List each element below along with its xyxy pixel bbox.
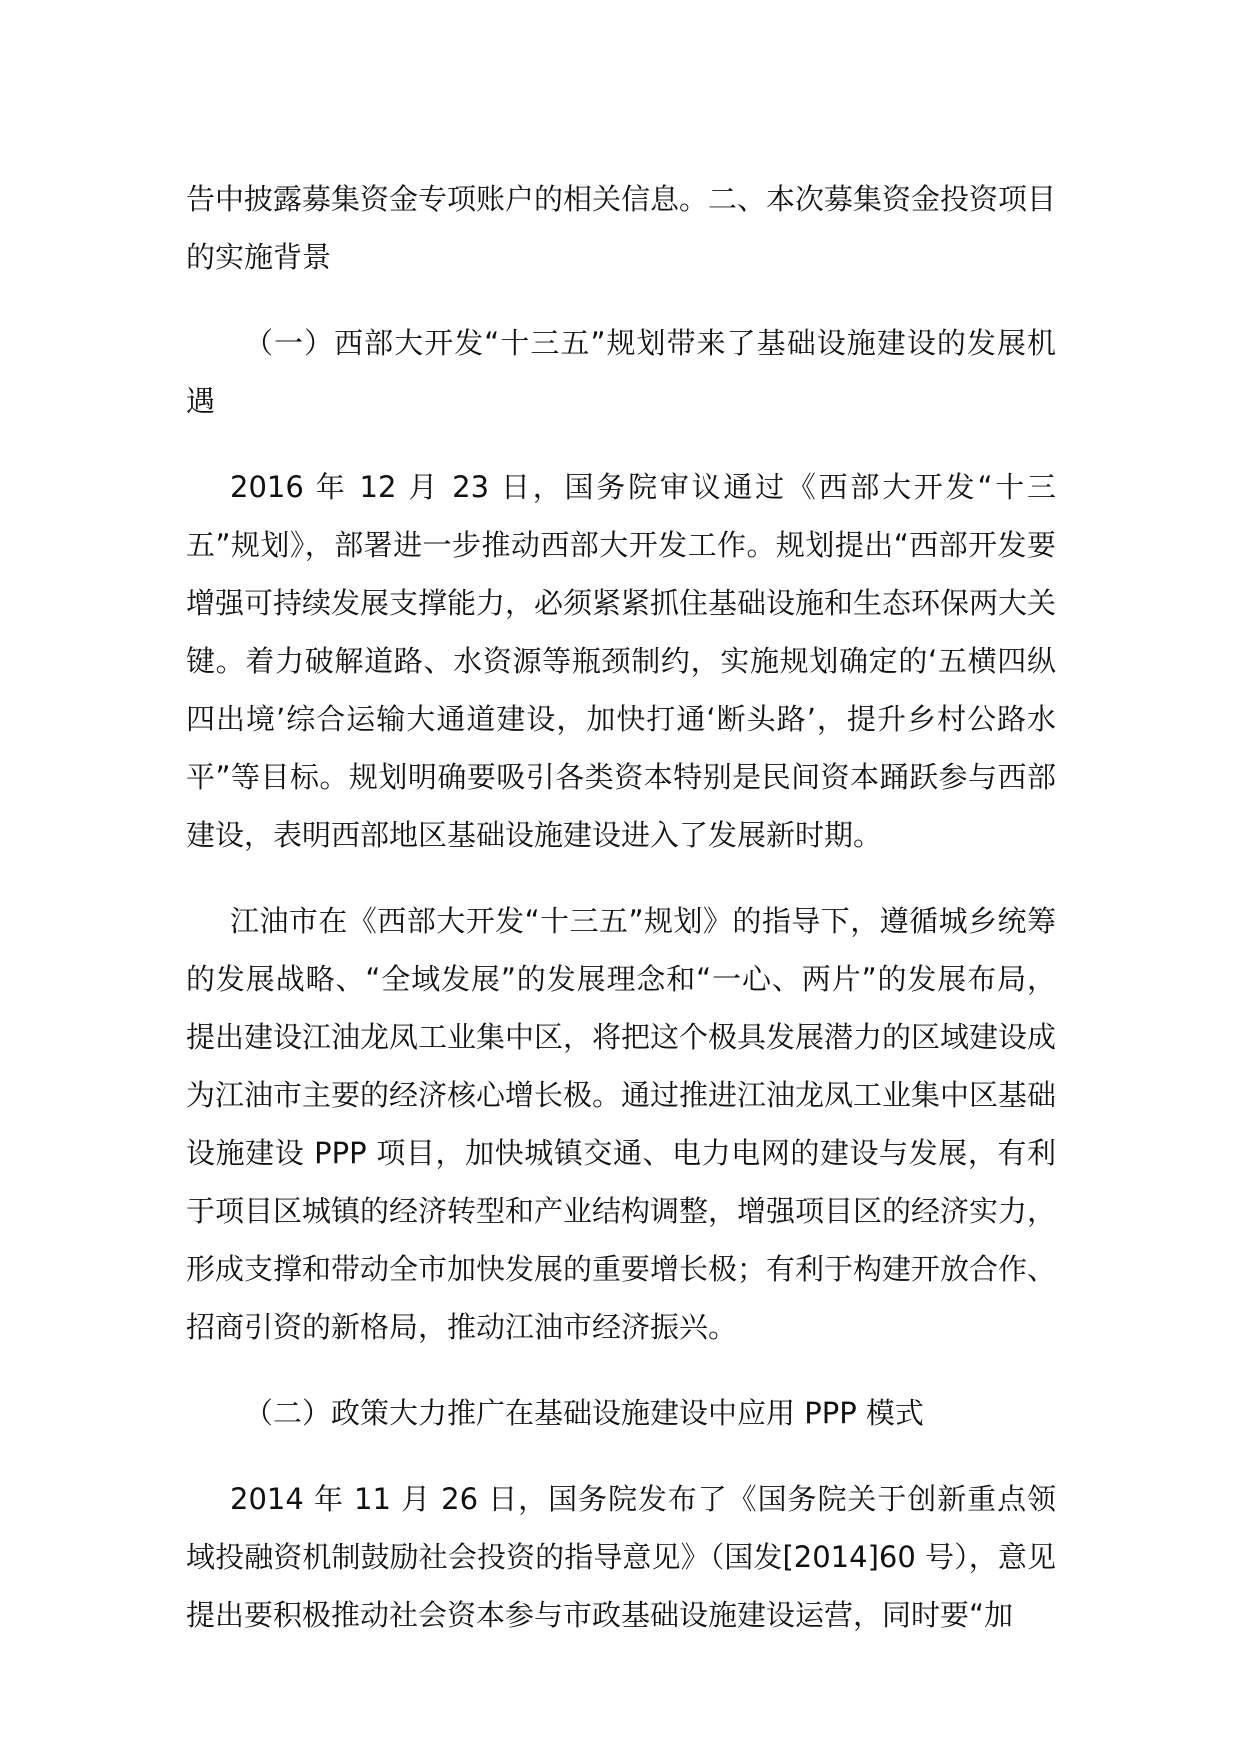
document-body <box>186 170 1056 1644</box>
paragraph-continuation: 告中披露募集资金专项账户的相关信息。二、本次募集资金投资项目的实施背景 <box>186 182 1057 274</box>
paragraph-state-council: 2014 年 11 月 26 日，国务院发布了《国务院关于创新重点领域投融资机制鼓励社会投资的指导意见》（国发[2014]60 号），意见提出要积极推动社会资本参与市政基础设施建设运营，同时要“加 <box>186 1482 1056 1632</box>
section-heading-2: （二）政策大力推广在基础设施建设中应用 PPP 模式 <box>244 1396 924 1430</box>
paragraph-jiangyou: 江油市在《西部大开发“十三五”规划》的指导下，遵循城乡统筹的发展战略、“全域发展”的发展理念和“一心、两片”的发展布局，提出建设江油龙凤工业集中区，将把这个极具发展潜力的区域建设成为江油市主要的经济核心增长极。通过推进江油龙凤工业集中区基础设施建设 PPP 项目，加快城镇交通、电力电网的建设与发展，有利于项目区城镇的经济转型和产业结构调整，增强项目区的经济实力，形成支撑和带动全市加快发展的重要增长极；有利于构建开放合作、招商引资的新格局，推动江油市经济振兴。 <box>186 904 1057 1344</box>
paragraph-western-development: 2016 年 12 月 23 日，国务院审议通过《西部大开发“十三五”规划》，部署进一步推动西部大开发工作。规划提出“西部开发要增强可持续发展支撑能力，必须紧紧抓住基础设施和生态环保两大关键。着力破解道路、水资源等瓶颈制约，实施规划确定的‘五横四纵四出境’综合运输大通道建设，加快打通‘断头路’，提升乡村公路水平”等目标。规划明确要吸引各类资本特别是民间资本踊跃参与西部建设，表明西部地区基础设施建设进入了发展新时期。 <box>186 470 1057 852</box>
section-heading-1: （一）西部大开发“十三五”规划带来了基础设施建设的发展机遇 <box>186 326 1056 418</box>
